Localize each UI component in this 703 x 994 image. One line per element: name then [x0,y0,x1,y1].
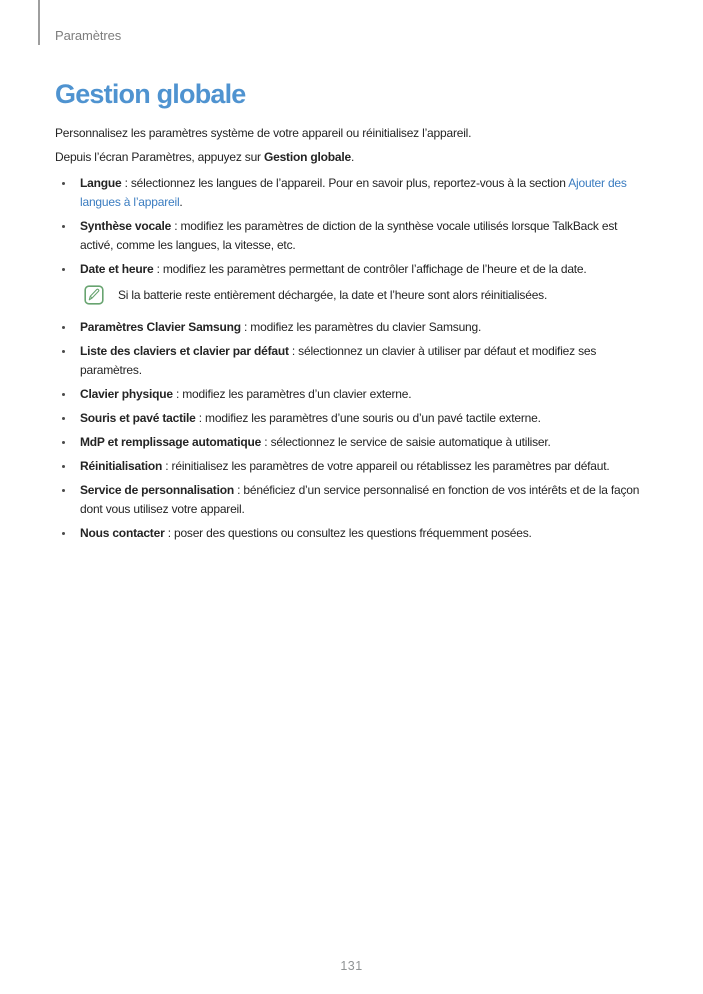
list-item [55,385,653,404]
note-pencil-icon [84,285,104,305]
page-number: 131 [340,959,363,973]
setting-description: : sélectionnez le service de saisie automatique à utiliser. [261,435,551,449]
setting-description-tail: . [179,195,183,209]
intro-text-suffix: . [350,150,355,164]
list-item [55,409,653,428]
bullet-dot [62,182,65,185]
note-callout [84,285,653,305]
intro-text: Depuis l’écran Paramètres, appuyez sur [55,150,264,164]
list-item [55,481,653,519]
setting-name: Service de personnalisation [80,483,234,497]
setting-description: : modifiez les paramètres permettant de contrôler l’affichage de l’heure et de la date. [153,262,587,276]
setting-description: : bénéficiez d’un service personnalisé en fonction de vos intérêts et de la façon dont vous utilisez votre appareil. [80,483,640,516]
list-item-text [80,481,653,519]
list-item [55,318,653,337]
setting-description: : modifiez les paramètres d’une souris ou d’un pavé tactile externe. [195,411,541,425]
chapter-header: Paramètres [55,28,122,43]
link-ajouter-des-langues[interactable]: Ajouter des langues à l’appareil [80,176,627,209]
setting-name: Date et heure [80,262,154,276]
list-item-text [80,524,532,543]
intro-paragraph-2 [55,148,653,167]
list-item-text [80,409,541,428]
setting-name: MdP et remplissage automatique [80,435,262,449]
list-item-text [80,457,610,476]
setting-name: Synthèse vocale [80,219,172,233]
page-header [38,0,121,45]
bullet-dot [62,350,65,353]
bullet-dot [62,393,65,396]
list-item-text [80,318,481,337]
settings-list [55,174,653,543]
bullet-dot [62,465,65,468]
menu-path-bold: Gestion globale [263,150,351,164]
list-item [55,217,653,255]
list-item [55,457,653,476]
list-item [55,260,653,279]
setting-description: : modifiez les paramètres du clavier Samsung. [240,320,482,334]
note-text: Si la batterie reste entièrement déchargée, la date et l’heure sont alors réinitialisées. [118,287,548,302]
setting-name: Nous contacter [80,526,165,540]
bullet-dot [62,268,65,271]
bullet-dot [62,326,65,329]
list-item-text [80,174,653,212]
setting-name: Liste des claviers et clavier par défaut [80,344,289,358]
bullet-dot [62,225,65,228]
setting-description: : poser des questions ou consultez les questions fréquemment posées. [164,526,532,540]
list-item-text [80,260,587,279]
list-item-text [80,217,653,255]
setting-description: : sélectionnez un clavier à utiliser par défaut et modifiez ses paramètres. [80,344,597,377]
setting-name: Clavier physique [80,387,173,401]
bullet-dot [62,532,65,535]
section-title: Gestion globale [55,79,246,109]
setting-description: : modifiez les paramètres de diction de la synthèse vocale utilisés lorsque TalkBack est activé, comme les langues, la vitesse, etc. [80,219,618,252]
bullet-dot [62,441,65,444]
list-item-text [80,385,411,404]
list-item [55,433,653,452]
list-item-text [80,433,551,452]
list-item-text [80,342,653,380]
setting-name: Paramètres Clavier Samsung [80,320,241,334]
bullet-dot [62,489,65,492]
setting-name: Langue [80,176,122,190]
setting-name: Souris et pavé tactile [80,411,196,425]
list-item [55,174,653,212]
setting-name: Réinitialisation [80,459,163,473]
intro-paragraph-1: Personnalisez les paramètres système de votre appareil ou réinitialisez l’appareil. [55,126,472,140]
list-item [55,342,653,380]
setting-description: : réinitialisez les paramètres de votre appareil ou rétablissez les paramètres par défaut. [162,459,610,473]
list-item [55,524,653,543]
setting-description: : sélectionnez les langues de l’appareil. Pour en savoir plus, reportez-vous à la section [121,176,569,190]
setting-description: : modifiez les paramètres d’un clavier externe. [172,387,412,401]
bullet-dot [62,417,65,420]
